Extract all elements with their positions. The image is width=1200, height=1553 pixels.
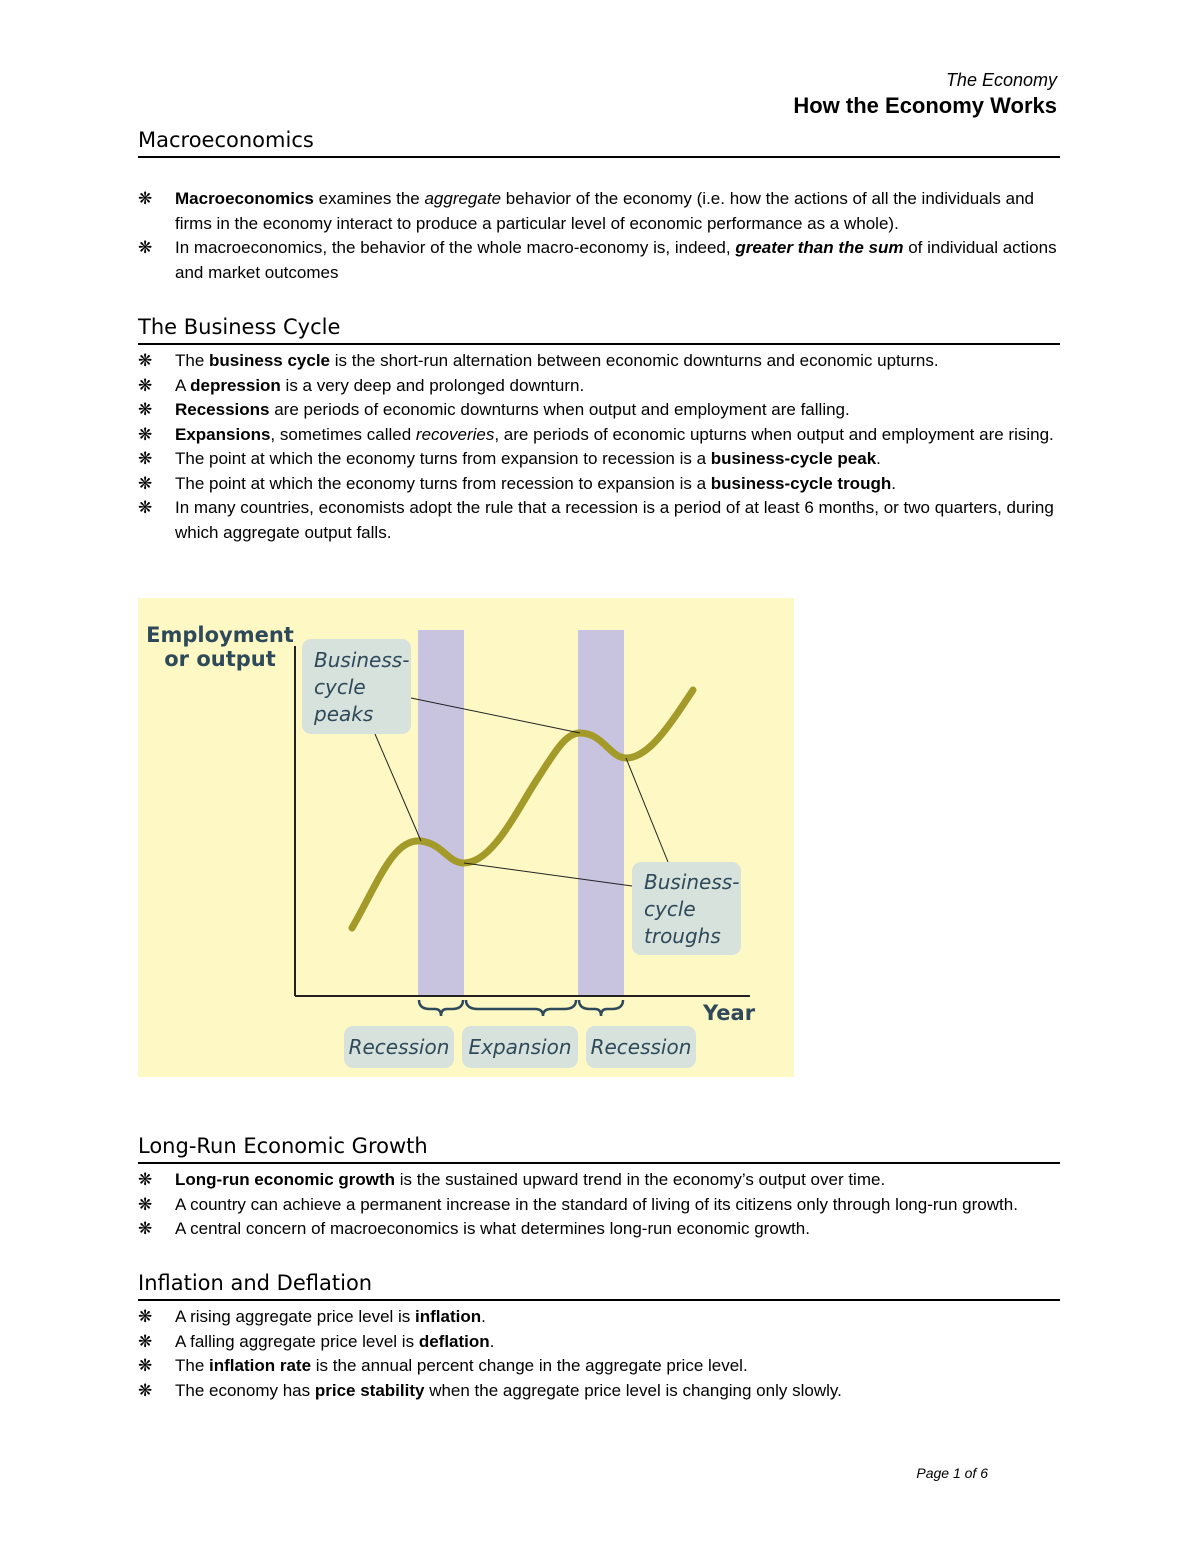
macro-bullet-list xyxy=(138,187,1060,285)
list-item: ❋ A depression is a very deep and prolonged downturn. xyxy=(138,374,1060,399)
troughs-label-line-2: cycle xyxy=(644,897,696,921)
header-subtitle: The Economy xyxy=(945,70,1057,90)
bullet-star-icon: ❋ xyxy=(138,1219,153,1238)
list-item: ❋ Macroeconomics examines the aggregate behavior of the economy (i.e. how the actions of all the individuals and firms in the economy interact to produce a particular level of economic performance as a whole). xyxy=(138,189,1035,233)
x-axis-label: Year xyxy=(703,1001,756,1025)
business-cycle-figure xyxy=(138,598,794,1077)
list-item: ❋ The point at which the economy turns from expansion to recession is a business-cycle peak. xyxy=(138,447,1060,472)
bullet-star-icon: ❋ xyxy=(138,424,153,444)
peaks-label-line-3: peaks xyxy=(314,702,374,726)
section-title-inflation-deflation: Inflation and Deflation xyxy=(138,1271,1060,1301)
troughs-label-line-1: Business- xyxy=(644,870,740,894)
phase-label-expansion: Expansion xyxy=(468,1035,572,1059)
list-item: ❋ In many countries, economists adopt the rule that a recession is a period of at least 6 months, or two quarters, during which aggregate output falls. xyxy=(138,498,1054,542)
section-title-macroeconomics: Macroeconomics xyxy=(138,128,1060,158)
bullet-star-icon: ❋ xyxy=(138,238,153,257)
recession-band xyxy=(418,630,464,996)
bullet-star-icon: ❋ xyxy=(138,1380,153,1400)
peaks-label-line-2: cycle xyxy=(314,675,366,699)
bullet-star-icon: ❋ xyxy=(138,473,153,493)
section-title-long-run-growth: Long-Run Economic Growth xyxy=(138,1134,1060,1164)
list-item: ❋ A falling aggregate price level is deflation. xyxy=(138,1330,1060,1355)
bullet-star-icon: ❋ xyxy=(138,1194,153,1214)
bullet-star-icon: ❋ xyxy=(138,1307,153,1326)
bullet-star-icon: ❋ xyxy=(138,400,153,419)
growth-bullet-list xyxy=(138,1168,1060,1242)
troughs-label-line-3: troughs xyxy=(644,924,721,948)
list-item: ❋ The point at which the economy turns from recession to expansion is a business-cycle trough. xyxy=(138,472,1060,497)
list-item: ❋ Expansions, sometimes called recoveries, are periods of economic upturns when output and employment are rising. xyxy=(138,423,1060,448)
list-item: ❋ A rising aggregate price level is inflation. xyxy=(138,1305,1060,1330)
bullet-star-icon: ❋ xyxy=(138,1170,153,1189)
bullet-star-icon: ❋ xyxy=(138,1356,153,1375)
list-item: ❋ In macroeconomics, the behavior of the whole macro-economy is, indeed, greater than the sum of individual actions and market outcomes xyxy=(138,238,1057,282)
phase-label-recession: Recession xyxy=(348,1035,450,1059)
peaks-label-line-1: Business- xyxy=(314,648,410,672)
y-axis-label-line-1: Employment xyxy=(146,623,294,647)
phase-label-recession: Recession xyxy=(590,1035,692,1059)
bullet-star-icon: ❋ xyxy=(138,498,153,517)
bullet-star-icon: ❋ xyxy=(138,351,153,370)
header-title: How the Economy Works xyxy=(793,93,1057,118)
recession-band xyxy=(578,630,624,996)
list-item: ❋ Long-run economic growth is the sustained upward trend in the economy’s output over time. xyxy=(138,1168,1060,1193)
list-item: ❋ A central concern of macroeconomics is what determines long-run economic growth. xyxy=(138,1217,1060,1242)
bullet-star-icon: ❋ xyxy=(138,1331,153,1351)
y-axis-label-line-2: or output xyxy=(164,647,276,671)
page-number: Page 1 of 6 xyxy=(916,1465,988,1481)
list-item: ❋ Recessions are periods of economic downturns when output and employment are falling. xyxy=(138,398,1060,423)
list-item: ❋ The economy has price stability when the aggregate price level is changing only slowly. xyxy=(138,1379,1060,1404)
list-item: ❋ The inflation rate is the annual percent change in the aggregate price level. xyxy=(138,1354,1060,1379)
cycle-bullet-list xyxy=(138,349,1060,545)
section-title-business-cycle: The Business Cycle xyxy=(138,315,1060,345)
list-item: ❋ A country can achieve a permanent increase in the standard of living of its citizens only through long-run growth. xyxy=(138,1193,1060,1218)
bullet-star-icon: ❋ xyxy=(138,449,153,468)
list-item: ❋ The business cycle is the short-run alternation between economic downturns and economic upturns. xyxy=(138,349,1060,374)
inflation-bullet-list xyxy=(138,1305,1060,1403)
bullet-star-icon: ❋ xyxy=(138,375,153,395)
bullet-star-icon: ❋ xyxy=(138,189,153,208)
